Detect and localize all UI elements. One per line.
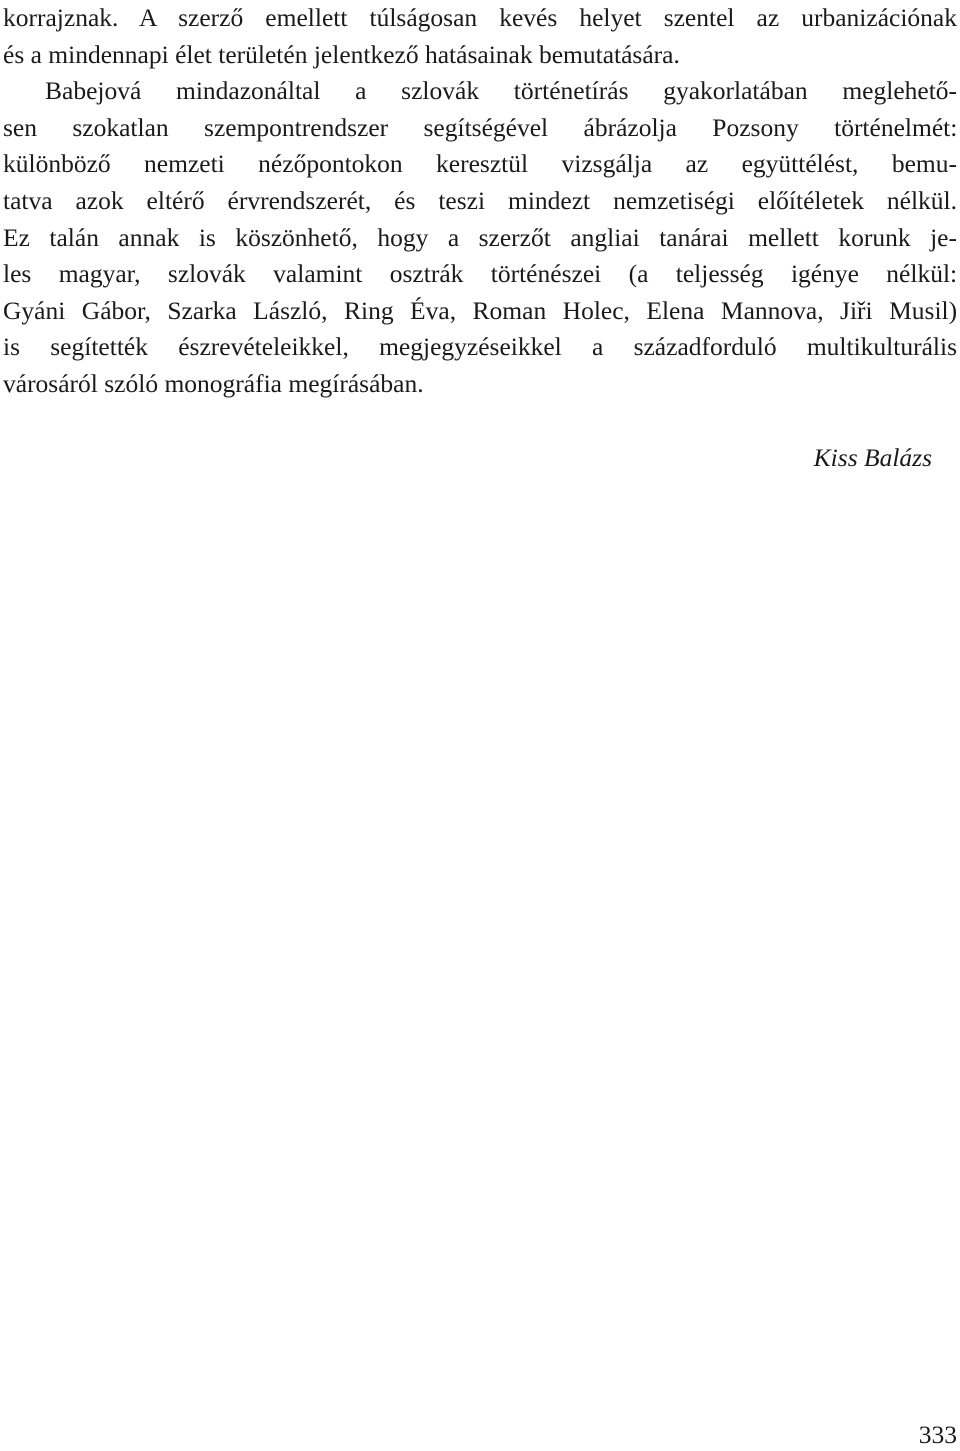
text-line: Ez talán annak is köszönhető, hogy a szerzőt angliai tanárai mellett korunk je- bbox=[3, 222, 957, 252]
body-text bbox=[3, 0, 957, 403]
text-line: Babejová mindazonáltal a szlovák történetírás gyakorlatában meglehető- bbox=[45, 76, 958, 106]
author-signature: Kiss Balázs bbox=[813, 443, 932, 472]
text-line: korrajznak. A szerző emellett túlságosan kevés helyet szentel az urbanizációnak bbox=[3, 3, 957, 32]
text-line: különböző nemzeti nézőpontokon keresztül vizsgálja az együttélést, bemu- bbox=[3, 149, 957, 179]
text-line: városáról szóló monográfia megírásában. bbox=[3, 368, 424, 398]
text-line: tatva azok eltérő érvrendszerét, és teszi mindezt nemzetiségi előítéletek nélkül. bbox=[3, 185, 958, 215]
page-number: 333 bbox=[918, 1420, 957, 1449]
text-line: is segítették észrevételeikkel, megjegyzéseikkel a századforduló multikulturális bbox=[3, 332, 957, 362]
text-line: les magyar, szlovák valamint osztrák történészei (a teljesség igénye nélkül: bbox=[3, 259, 958, 289]
text-line: Gyáni Gábor, Szarka László, Ring Éva, Roman Holec, Elena Mannova, Jiři Musil) bbox=[3, 295, 958, 325]
text-line: sen szokatlan szempontrendszer segítségével ábrázolja Pozsony történelmét: bbox=[3, 112, 958, 142]
text-line: és a mindennapi élet területén jelentkező hatásainak bemutatására. bbox=[3, 39, 680, 69]
